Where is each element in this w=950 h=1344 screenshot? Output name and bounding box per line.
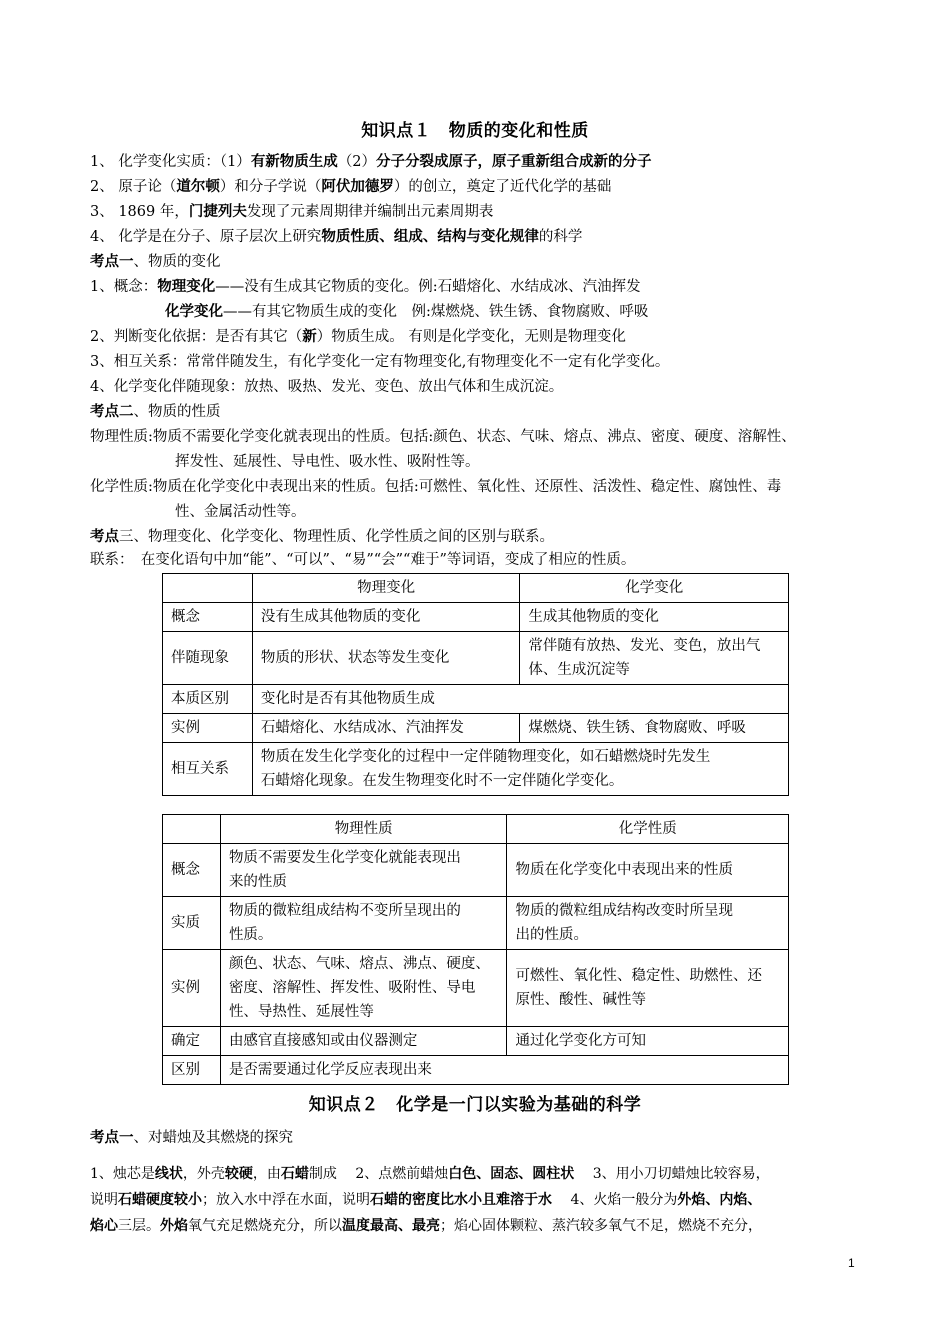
- bold-text: 有新物质生成: [250, 154, 338, 170]
- table-header: 物理性质: [220, 815, 507, 844]
- text: 、对蜡烛及其燃烧的探究: [133, 1130, 293, 1146]
- concept-chemical: [165, 302, 945, 322]
- bold-text: 新: [302, 329, 317, 345]
- table-cell: [252, 743, 788, 796]
- table-row: [163, 603, 789, 632]
- physical-property-line-2: 挥发性、延展性、导电性、吸水性、吸附性等。: [175, 454, 480, 470]
- bold-text: 较硬: [224, 1166, 253, 1182]
- table-header: 化学性质: [507, 815, 789, 844]
- kaodian-label: 考点一: [90, 1130, 134, 1146]
- property-comparison-table: [162, 814, 789, 1085]
- row-label: 实质: [163, 897, 221, 950]
- kaodian-label: 考点: [90, 529, 119, 545]
- text: ）物质生成。 有则是化学变化，无则是物理变化: [316, 329, 626, 345]
- table-row: [163, 685, 789, 714]
- cell-line: 体、生成沉淀等: [528, 662, 630, 678]
- row-label: 确定: [163, 1027, 221, 1056]
- row-label: 概念: [163, 603, 253, 632]
- bold-text: 外焰: [160, 1218, 188, 1234]
- text: 2、 原子论（: [90, 179, 177, 195]
- text: 三层。: [118, 1218, 160, 1234]
- table-cell: 由感官直接感知或由仪器测定: [220, 1027, 507, 1056]
- text: 的科学: [538, 229, 583, 245]
- text: 3、 1869 年，: [90, 204, 189, 220]
- text: 1、烛芯是: [90, 1166, 155, 1182]
- text: ；放入水中浮在水面，说明: [202, 1192, 370, 1208]
- table-header: 物理变化: [252, 574, 520, 603]
- mutual-relation: 3、相互关系：常常伴随发生，有化学变化一定有物理变化,有物理变化不一定有化学变化。: [90, 354, 670, 370]
- concept-physical: [90, 277, 870, 297]
- bold-text: 石蜡: [280, 1166, 309, 1182]
- text: 、物质的性质: [133, 404, 221, 420]
- intro-line-4: [90, 227, 870, 247]
- text: 说明: [90, 1192, 118, 1208]
- cell-line: 密度、溶解性、挥发性、吸附性、导电: [228, 980, 476, 996]
- bold-text: 道尔顿: [176, 179, 220, 195]
- cell-line: 石蜡熔化现象。在发生物理变化时不一定伴随化学变化。: [260, 773, 624, 789]
- physical-property-line-1: 物理性质:物质不需要化学变化就表现出的性质。包括:颜色、状态、气味、熔点、沸点、密度、硬度、溶解性、: [90, 429, 796, 445]
- table-row: [163, 743, 789, 796]
- table-cell: 物质在化学变化中表现出来的性质: [507, 844, 789, 897]
- text: 制成 2、点燃前蜡烛: [308, 1166, 449, 1182]
- bold-text: 化学变化: [165, 304, 223, 320]
- intro-line-3: [90, 202, 870, 222]
- row-label: 概念: [163, 844, 221, 897]
- row-label: 区别: [163, 1056, 221, 1085]
- chemical-property-line-1: 化学性质:物质在化学变化中表现出来的性质。包括:可燃性、氧化性、还原性、活泼性、稳定性、腐蚀性、毒: [90, 479, 782, 495]
- table-row: [163, 844, 789, 897]
- text: ）和分子学说（: [219, 179, 322, 195]
- table-cell: [520, 632, 789, 685]
- cell-line: 常伴随有放热、发光、变色，放出气: [528, 638, 761, 654]
- table-cell: [507, 897, 789, 950]
- kaodian-label: 考点一: [90, 254, 134, 270]
- text: 氧气充足燃烧充分，所以: [188, 1218, 342, 1234]
- text: 发现了元素周期律并编制出元素周期表: [246, 204, 494, 220]
- text: ）的创立，奠定了近代化学的基础: [393, 179, 612, 195]
- bold-text: 焰心: [90, 1218, 118, 1234]
- bold-text: 线状: [154, 1166, 183, 1182]
- candle-line-3: [90, 1216, 870, 1236]
- cell-line: 物质的微粒组成结构不变所呈现出的: [228, 903, 461, 919]
- kaodian-candle-heading: [90, 1128, 870, 1148]
- table-cell: 通过化学变化方可知: [507, 1027, 789, 1056]
- table-cell: 没有生成其他物质的变化: [252, 603, 520, 632]
- bold-text: 温度最高、最亮: [342, 1218, 440, 1234]
- text: ，外壳: [182, 1166, 225, 1182]
- cell-line: 颜色、状态、气味、熔点、沸点、硬度、: [228, 956, 490, 972]
- table-cell: 变化时是否有其他物质生成: [252, 685, 788, 714]
- text: 、物质的变化: [133, 254, 221, 270]
- cell-line: 性质。: [228, 927, 273, 943]
- bold-text: 物理变化: [157, 279, 216, 295]
- row-label: 实例: [163, 950, 221, 1027]
- bold-text: 分子分裂成原子，原子重新组合成新的分子: [376, 154, 652, 170]
- table-header-row: [163, 815, 789, 844]
- kaodian-3-heading: [90, 527, 870, 547]
- table-cell: [163, 815, 221, 844]
- cell-line: 性、导热性、延展性等: [228, 1004, 374, 1020]
- kaodian-2-heading: [90, 402, 870, 422]
- text: 1、概念：: [90, 279, 158, 295]
- table-cell: [220, 844, 507, 897]
- table-cell: [220, 897, 507, 950]
- page-number: 1: [848, 1256, 855, 1270]
- cell-line: 物质在发生化学变化的过程中一定伴随物理变化，如石蜡燃烧时先发生: [260, 749, 711, 765]
- bold-text: 外焰、内焰、: [677, 1192, 762, 1208]
- kaodian-label: 考点二: [90, 404, 134, 420]
- table-header-row: [163, 574, 789, 603]
- table-cell: 是否需要通过化学反应表现出来: [220, 1056, 788, 1085]
- cell-line: 可燃性、氧化性、稳定性、助燃性、还: [515, 968, 762, 984]
- intro-line-2: [90, 177, 870, 197]
- table-cell: 煤燃烧、铁生锈、食物腐败、呼吸: [520, 714, 789, 743]
- bold-text: 石蜡的密度比水小且难溶于水: [370, 1192, 552, 1208]
- bold-text: 物质性质、组成、结构与变化规律: [321, 229, 539, 245]
- bold-text: 石蜡硬度较小: [118, 1192, 202, 1208]
- row-label: 相互关系: [163, 743, 253, 796]
- cell-line: 出的性质。: [515, 927, 588, 943]
- table-row: [163, 714, 789, 743]
- text: （2）: [337, 154, 377, 170]
- candle-line-2: [90, 1190, 870, 1210]
- table-row: [163, 1056, 789, 1085]
- text: ；焰心固体颗粒、蒸汽较多氧气不足，燃烧不充分，: [440, 1218, 762, 1234]
- section-title-1: 知识点１ 物质的变化和性质: [361, 121, 589, 141]
- table-header: 化学变化: [520, 574, 789, 603]
- row-label: 伴随现象: [163, 632, 253, 685]
- change-comparison-table: [162, 573, 789, 796]
- section-title-2: 知识点２ 化学是一门以实验为基础的科学: [308, 1095, 642, 1115]
- intro-line-1: [90, 152, 870, 172]
- text: 三、物理变化、化学变化、物理性质、化学性质之间的区别与联系。: [119, 529, 554, 545]
- table-row: [163, 632, 789, 685]
- accompanying-phenomena: 4、化学变化伴随现象：放热、吸热、发光、变色、放出气体和生成沉淀。: [90, 379, 564, 395]
- text: 2、判断变化依据：是否有其它（: [90, 329, 303, 345]
- table-cell: 石蜡熔化、水结成冰、汽油挥发: [252, 714, 520, 743]
- text: 4、火焰一般分为: [552, 1192, 678, 1208]
- text: 3、用小刀切蜡烛比较容易，: [574, 1166, 770, 1182]
- judge-basis: [90, 327, 870, 347]
- cell-line: 物质不需要发生化学变化就能表现出: [228, 850, 461, 866]
- kaodian-1-heading: [90, 252, 870, 272]
- text: ——没有生成其它物质的变化。例:石蜡熔化、水结成冰、汽油挥发: [215, 279, 641, 295]
- table-row: [163, 1027, 789, 1056]
- bold-text: 白色、固态、圆柱状: [448, 1166, 575, 1182]
- row-label: 本质区别: [163, 685, 253, 714]
- text: 4、 化学是在分子、原子层次上研究: [90, 229, 322, 245]
- table-row: [163, 897, 789, 950]
- candle-line-1: [90, 1164, 870, 1184]
- table-row: [163, 950, 789, 1027]
- link-sentence: 联系： 在变化语句中加“能”、“可以”、“易”“会”“难于”等词语，变成了相应的性质。: [90, 552, 636, 568]
- table-cell: [163, 574, 253, 603]
- table-cell: [220, 950, 507, 1027]
- table-cell: 物质的形状、状态等发生变化: [252, 632, 520, 685]
- cell-line: 物质的微粒组成结构改变时所呈现: [515, 903, 733, 919]
- text: ，由: [252, 1166, 281, 1182]
- cell-line: 原性、酸性、碱性等: [515, 992, 646, 1008]
- text: ——有其它物质生成的变化 例:煤燃烧、铁生锈、食物腐败、呼吸: [223, 304, 649, 320]
- table-cell: 生成其他物质的变化: [520, 603, 789, 632]
- row-label: 实例: [163, 714, 253, 743]
- text: 1、 化学变化实质：（1）: [90, 154, 251, 170]
- table-cell: [507, 950, 789, 1027]
- cell-line: 来的性质: [228, 874, 287, 890]
- bold-text: 门捷列夫: [188, 204, 247, 220]
- chemical-property-line-2: 性、金属活动性等。: [175, 504, 306, 520]
- bold-text: 阿伏加德罗: [321, 179, 394, 195]
